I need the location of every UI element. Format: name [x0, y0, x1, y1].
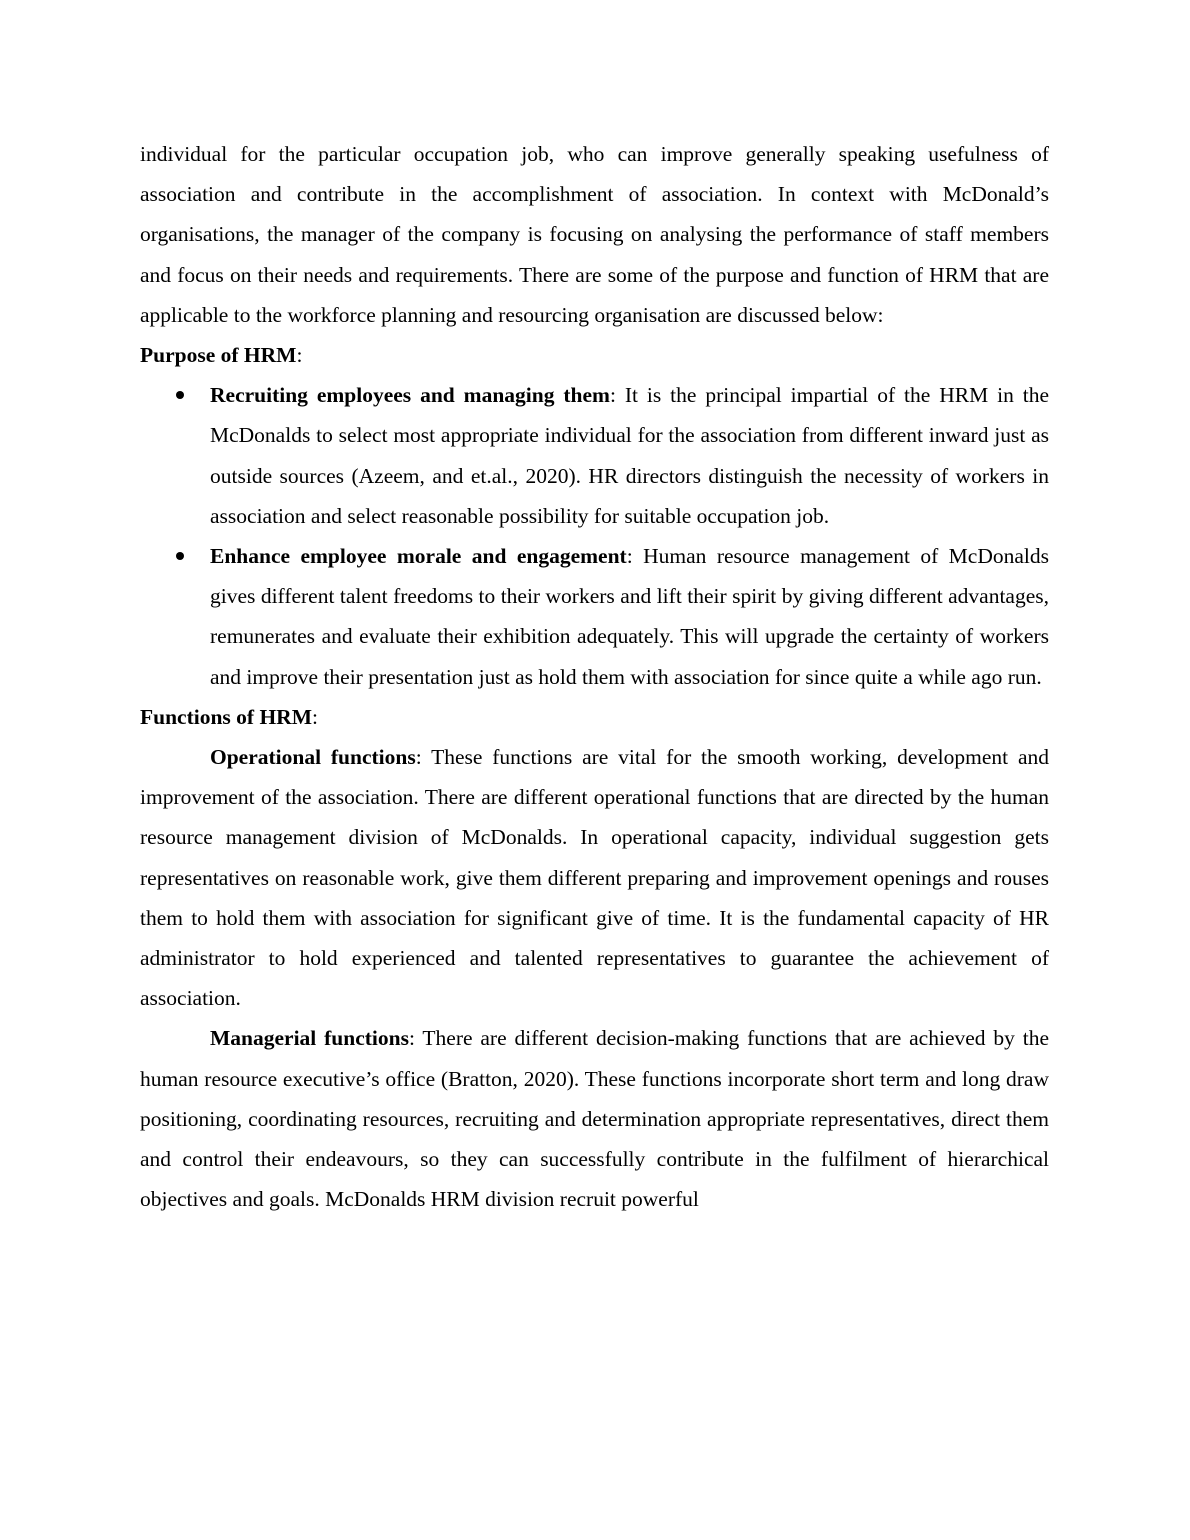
- intro-paragraph: individual for the particular occupation job, who can improve generally speaking usefulness of association and contribute in the accomplishment of association. In context with McDonald’s organisations, the manager of the company is focusing on analysing the performance of staff members and focus on their needs and requirements. There are some of the purpose and function of HRM that are applicable to the workforce planning and resourcing organisation are discussed below:: [140, 142, 1049, 327]
- purpose-item-text: : It is the principal impartial of the HRM in the McDonalds to select most appropriate individual for the association from different inward just as outside sources (Azeem, and et.al., 2020). HR directors distinguish the necessity of workers in association and select reasonable possibility for suitable occupation job.: [210, 383, 1050, 528]
- bullet-icon: [176, 391, 184, 399]
- purpose-list-item: [140, 375, 1049, 536]
- purpose-heading-colon: :: [296, 343, 303, 368]
- operational-functions-text: : These functions are vital for the smooth working, development and improvement of the association. There are different operational functions that are directed by the human resource management division of McDonalds. In operational capacity, individual suggestion gets representatives on reasonable work, give them different preparing and improvement openings and rouses them to hold them with association for significant give of time. It is the fundamental capacity of HR administrator to hold experienced and talented representatives to guarantee the achievement of association.: [140, 745, 1049, 1011]
- purpose-item-text: : Human resource management of McDonalds gives different talent freedoms to their workers and lift their spirit by giving different advantages, remunerates and evaluate their exhibition adequately. This will upgrade the certainty of workers and improve their presentation just as hold them with association for since quite a while ago run.: [210, 544, 1049, 689]
- functions-heading-text: Functions of HRM: [140, 704, 312, 729]
- purpose-heading: [140, 335, 1049, 375]
- purpose-heading-text: Purpose of HRM: [140, 343, 297, 368]
- purpose-item-title: Recruiting employees and managing them: [210, 383, 610, 408]
- bullet-icon: [176, 552, 184, 560]
- purpose-item-title: Enhance employee morale and engagement: [210, 544, 627, 569]
- purpose-list: [140, 375, 1049, 697]
- operational-functions-paragraph: [140, 737, 1049, 1018]
- document-page: [140, 134, 1049, 1219]
- functions-heading-colon: :: [312, 704, 318, 729]
- purpose-list-item: [140, 536, 1049, 697]
- managerial-functions-text: : There are different decision-making functions that are achieved by the human resource executive’s office (Bratton, 2020). These functions incorporate short term and long draw positioning, coordinating resources, recruiting and determination appropriate representatives, direct them and control their endeavours, so they can successfully contribute in the fulfilment of hierarchical objectives and goals. McDonalds HRM division recruit powerful: [140, 1026, 1050, 1212]
- managerial-functions-paragraph: [140, 1018, 1049, 1219]
- functions-heading: [140, 697, 1049, 737]
- operational-functions-title: Operational functions: [210, 745, 416, 770]
- managerial-functions-title: Managerial functions: [210, 1026, 409, 1051]
